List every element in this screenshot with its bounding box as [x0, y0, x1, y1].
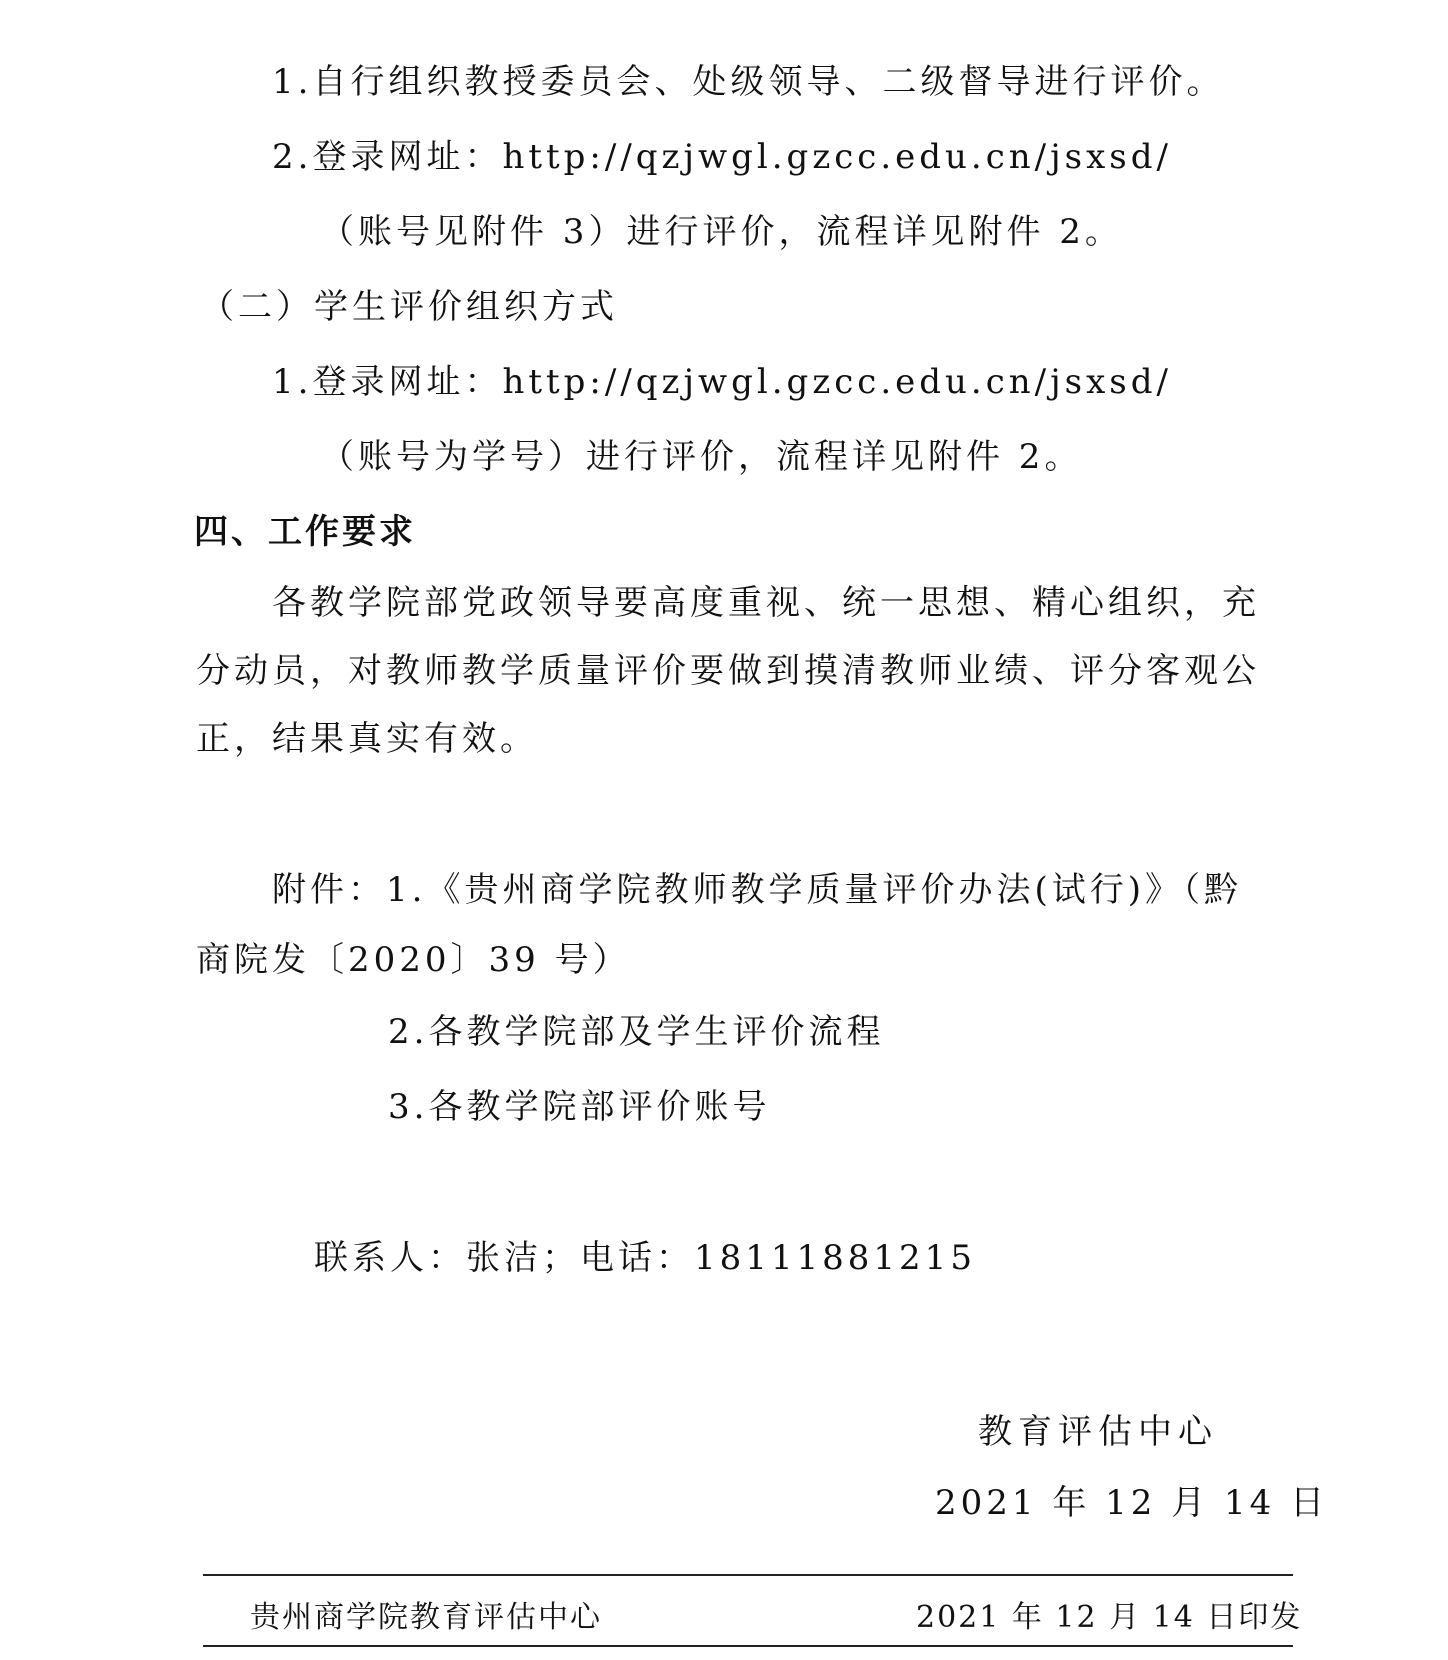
- attachments-line-1-cont: 商院发〔2020〕39 号）: [196, 940, 631, 980]
- attachment-item-3: 3.各教学院部评价账号: [388, 1087, 771, 1127]
- student-org-item-1-line-2: （账号为学号）进行评价，流程详见附件 2。: [320, 437, 1083, 477]
- attachment-item-2: 2.各教学院部及学生评价流程: [388, 1012, 885, 1052]
- section-4-paragraph-line-3: 正，结果真实有效。: [196, 719, 538, 759]
- teacher-org-item-2-line-1: 2.登录网址：http://qzjwgl.gzcc.edu.cn/jsxsd/: [272, 137, 1172, 177]
- attachments-line-1: 附件：1.《贵州商学院教师教学质量评价办法(试行)》（黔: [272, 870, 1242, 910]
- student-org-item-1-line-1: 1.登录网址：http://qzjwgl.gzcc.edu.cn/jsxsd/: [272, 362, 1172, 402]
- footer-top-rule: [203, 1574, 1293, 1576]
- signature-org: 教育评估中心: [978, 1412, 1218, 1452]
- footer-issuer: 贵州商学院教育评估中心: [250, 1600, 602, 1635]
- footer-issue-date: 2021 年 12 月 14 日印发: [916, 1600, 1303, 1635]
- footer-bottom-rule: [203, 1645, 1293, 1647]
- section-4-paragraph-line-2: 分动员，对教师教学质量评价要做到摸清教师业绩、评分客观公: [196, 651, 1260, 691]
- contact-line: 联系人：张洁；电话：18111881215: [314, 1238, 976, 1278]
- student-org-heading: （二）学生评价组织方式: [200, 287, 618, 327]
- teacher-org-item-2-line-2: （账号见附件 3）进行评价，流程详见附件 2。: [320, 212, 1123, 252]
- signature-date: 2021 年 12 月 14 日: [935, 1483, 1329, 1523]
- section-4-paragraph-line-1: 各教学院部党政领导要高度重视、统一思想、精心组织，充: [272, 583, 1260, 623]
- section-4-heading: 四、工作要求: [194, 512, 416, 552]
- teacher-org-item-1: 1.自行组织教授委员会、处级领导、二级督导进行评价。: [272, 62, 1225, 102]
